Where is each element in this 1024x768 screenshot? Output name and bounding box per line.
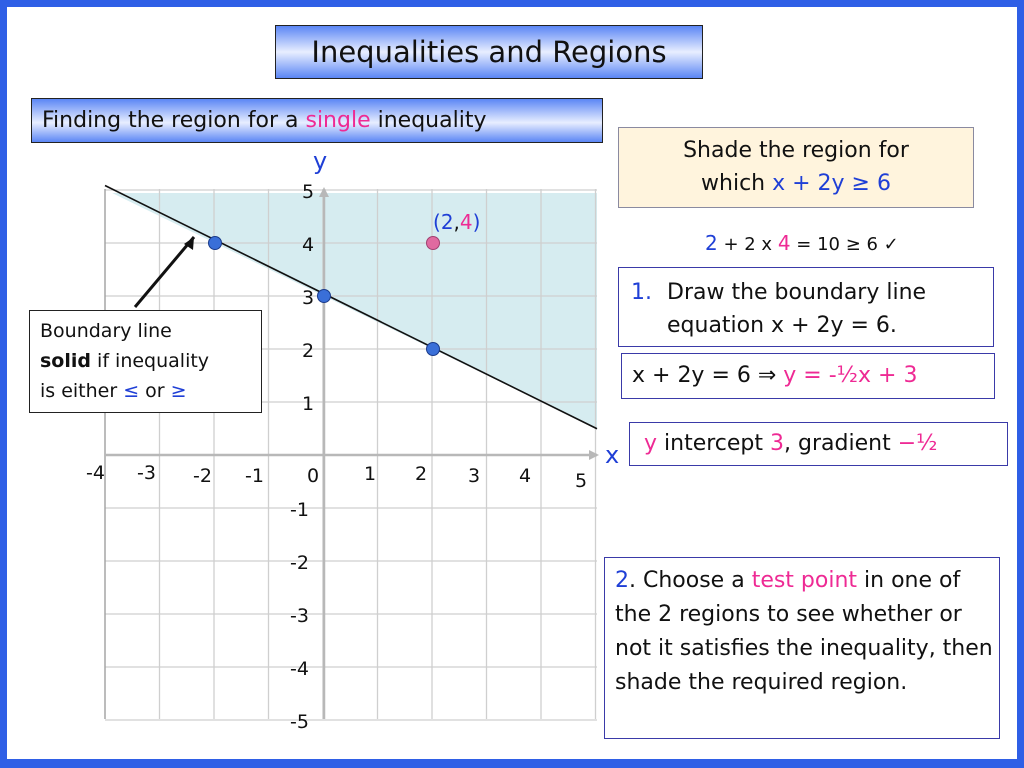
test-point-label: (2,4): [433, 210, 481, 234]
line-point: [427, 343, 440, 356]
y-tick-label: -5: [290, 711, 309, 733]
note-line3-prefix: is either: [40, 380, 124, 402]
step1-box: [618, 267, 994, 347]
y-tick-label: -3: [290, 605, 309, 627]
x-tick-label: -3: [137, 462, 156, 484]
note-bold: solid: [40, 350, 91, 372]
task-box: [618, 127, 974, 208]
y-tick-label: -1: [290, 499, 309, 521]
check-part1: + 2 x: [717, 234, 778, 255]
step2-highlight: test point: [751, 568, 858, 593]
y-tick-label: 5: [302, 181, 315, 203]
x-tick-label: 3: [468, 465, 481, 487]
x-tick-label: 1: [364, 463, 377, 485]
x-tick-label: -1: [245, 465, 264, 487]
x-axis-label: x: [605, 441, 620, 469]
check-y: 4: [777, 231, 791, 255]
intercept-text: intercept: [657, 431, 771, 456]
y-axis-arrow: [319, 187, 329, 197]
equation-left: x + 2y = 6 ⇒: [632, 363, 784, 388]
equation-box: [621, 353, 995, 399]
y-axis-label: y: [313, 147, 328, 175]
x-tick-label: 5: [575, 470, 588, 492]
x-tick-label: 0: [307, 465, 320, 487]
note-or: or: [139, 380, 171, 402]
test-point-x: 2: [440, 210, 454, 234]
y-tick-label: 2: [302, 340, 315, 362]
task-line2-prefix: which: [701, 171, 773, 196]
intercept-box: [629, 422, 1008, 466]
boundary-note: [29, 310, 262, 413]
equation-right: y = -½x + 3: [783, 363, 918, 388]
check-x: 2: [705, 231, 718, 255]
note-line1: Boundary line: [40, 320, 172, 342]
line-point: [318, 290, 331, 303]
section-heading: [31, 98, 603, 143]
y-tick-label: -4: [290, 658, 309, 680]
step1-text: Draw the boundary line equation x + 2y = 6.: [667, 280, 927, 338]
intercept-value: 3: [770, 431, 785, 456]
task-expression: x + 2y ≥ 6: [772, 171, 891, 196]
x-tick-label: -2: [193, 465, 212, 487]
x-axis-arrow: [589, 450, 599, 460]
x-tick-label: -4: [86, 462, 105, 484]
test-point-check: [705, 231, 965, 259]
slide: [7, 7, 1017, 759]
note-line2: [40, 346, 261, 376]
note-ge-symbol: ≥: [170, 380, 187, 402]
gradient-value: −½: [897, 431, 938, 456]
slide-title: Inequalities and Regions: [275, 25, 703, 79]
step2-part2: in one of the 2 regions to see whether or not it satisfies the inequality, then shade the required region.: [615, 568, 993, 695]
subtitle-suffix: inequality: [370, 108, 487, 133]
step2-box: [604, 557, 1000, 739]
x-tick-label: 2: [415, 463, 428, 485]
y-tick-label: 4: [302, 234, 315, 256]
task-line1: Shade the region for: [683, 138, 909, 163]
y-tick-label: 3: [302, 287, 315, 309]
note-line2-rest: if inequality: [91, 350, 210, 372]
step2-number: 2: [615, 568, 629, 593]
note-le-symbol: ≤: [123, 380, 140, 402]
gradient-text: , gradient: [784, 431, 898, 456]
note-line3: [40, 376, 261, 406]
test-point: [427, 237, 440, 250]
subtitle-highlight: single: [305, 108, 371, 133]
y-tick-label: -2: [290, 552, 309, 574]
task-line2: [619, 167, 973, 200]
intercept-y-label: y: [644, 431, 658, 456]
step1-number: 1.: [631, 280, 652, 305]
subtitle-prefix: Finding the region for a: [42, 108, 306, 133]
test-point-y: 4: [459, 210, 473, 234]
step2-part1: . Choose a: [629, 568, 752, 593]
check-part2: = 10 ≥ 6 ✓: [790, 234, 899, 255]
x-tick-label: 4: [519, 465, 532, 487]
y-tick-label: 1: [302, 393, 315, 415]
line-point: [209, 237, 222, 250]
